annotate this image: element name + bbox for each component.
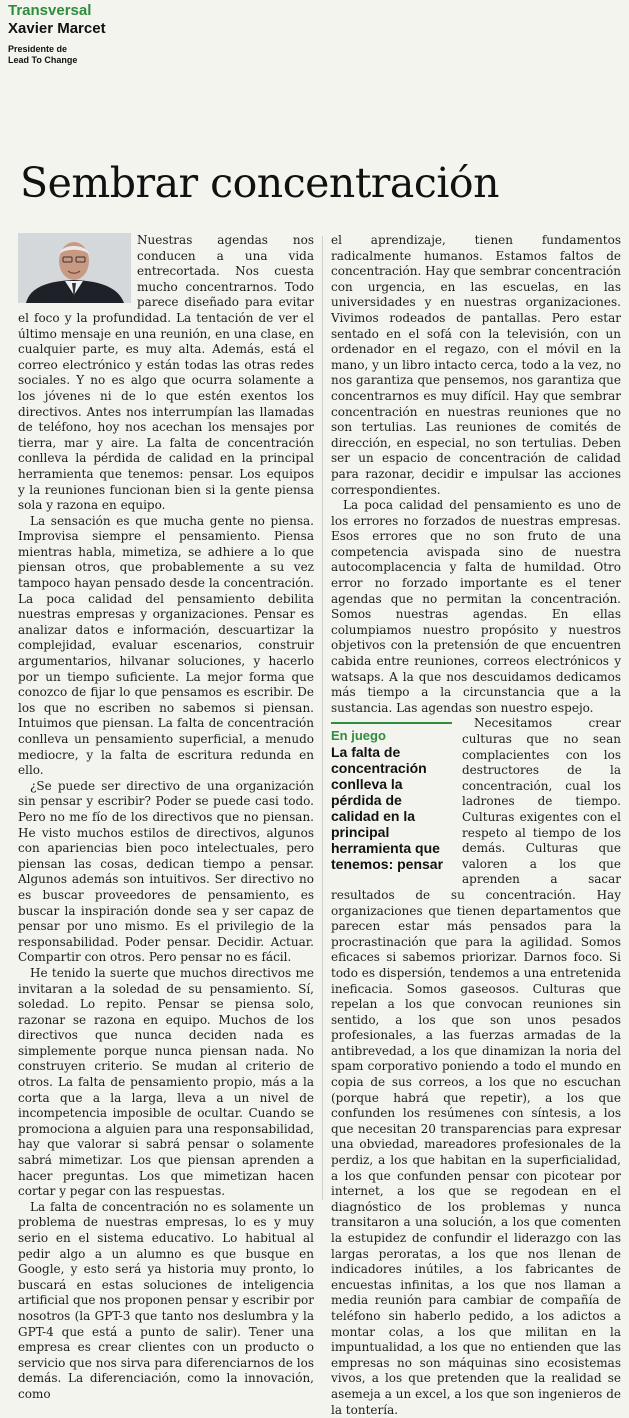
paragraph: He tenido la suerte que muchos directivos me invitaran a la soledad de su pensamiento. Sí, soledad. Lo repito. Pensar se piensa solo, razonar se razona en equipo. Muchos de los directivos que nunca deciden nada es simplemente porque nunca piensan nada. No construyen criterio. Se mudan al criterio de otros. La falta de pensamiento propio, más a la corta que a la larga, lleva a un nivel de incompetencia imposible de ocultar. Cuando se promociona a alguien para una responsabilidad, hay que valorar si sabrá pensar o solamente sabrá mimetizar. Los que piensan aprenden a hacer preguntas. Los que mimetizan hacen cortar y pegar con las respuestas. xyxy=(18,965,314,1199)
pullquote-label: En juego xyxy=(331,728,386,744)
pullquote xyxy=(331,722,452,872)
author-role-line-2: Lead To Change xyxy=(8,55,78,65)
article-column-left xyxy=(18,233,314,1401)
paragraph: ¿Se puede ser directivo de una organización sin pensar y escribir? Poder se puede casi todo. Pero no me fío de los directivos que no piensan. He visto muchos estilos de directivos, algunos con apariencias bien poco intelectuales, pero piensan las cosas, dedican tiempo a pensar. Algunos además son intuitivos. Ser directivo no es buscar proveedores de pensamiento, es buscar la inspiración donde sea y ser capaz de pensar por uno mismo. Es el privilegio de la responsabilidad. Poder pensar. Decidir. Actuar. Compartir con otros. Pero pensar no es fácil. xyxy=(18,778,314,965)
author-portrait-icon xyxy=(18,233,131,303)
article-title: Sembrar concentración xyxy=(20,159,500,207)
author-name: Xavier Marcet xyxy=(8,20,106,37)
paragraph: La sensación es que mucha gente no piensa. Improvisa siempre el pensamiento. Piensa mientras habla, mimetiza, se adhiere a lo que piensan otros, que probablemente a su vez tampoco hayan pensado desde la concentración. La poca calidad del pensamiento debilita nuestras empresas y organizaciones. Pensar es analizar datos e información, descuartizar la complejidad, evaluar escenarios, construir argumentarios, hilvanar soluciones, y hacerlo por un tiempo suficiente. La mejor forma que conozco de fijar lo que pensamos es escribir. De los que no escriben no sabemos si piensan. Intuimos que piensan. La falta de concentración conlleva un pensamiento superficial, a menudo mediocre, y la falta de escritura redunda en ello. xyxy=(18,513,314,778)
column-divider xyxy=(322,236,323,1200)
article-column-right xyxy=(331,233,621,1417)
section-label: Transversal xyxy=(8,2,92,19)
article-header xyxy=(8,2,106,66)
author-role-line-1: Presidente de xyxy=(8,44,68,54)
paragraph: La falta de concentración no es solamente un problema de nuestras empresas, lo es y muy serio en el sistema educativo. Lo habitual al pedir algo a un alumno es que busque en Google, y esto será ya historia muy pronto, lo buscará en estas soluciones de inteligencia artificial que nos proponen pensar y escribir por nosotros (la GPT-3 que tanto nos deslumbra y la GPT-4 que está a punto de salir). Tener una empresa es crear clientes con un producto o servicio que nos sirva para diferenciarnos de los demás. La diferenciación, como la innovación, como xyxy=(18,1199,314,1401)
paragraph: La poca calidad del pensamiento es uno de los errores no forzados de nuestras empresas. Esos errores que no son fruto de una competencia avispada sino de nuestra autocomplacencia y falta de humildad. Otro error no forzado importante es el tener agendas que no permitan la concentración. Somos nuestras agendas. En ellas columpiamos nuestro propósito y nuestros objetivos con la pretensión de que encuentren cabida entre reuniones, correos electrónicos y watsaps. A la que nos descuidamos dedicamos más tiempo a la circunstancia que a la sustancia. Las agendas son nuestro espejo. xyxy=(331,498,621,715)
pullquote-text: La falta de concentración conlleva la pérdida de calidad en la principal herramienta que tenemos: pensar xyxy=(331,744,444,873)
paragraph: Nuestras agendas nos conducen a una vida entrecortada. Nos cuesta mucho concentrarnos. Todo parece diseñado para evitar el foco y la profundidad. La tentación de ver el último mensaje en una reunión, en una clase, en cualquier parte, es muy alta. Además, está el correo electrónico y están todas las otras redes sociales. Y no es algo que ocurra solamente a los jóvenes ni de lo que estén exentos los directivos. Antes nos interrumpían las llamadas de teléfono, hoy nos acechan los mensajes por tierra, mar y aire. La falta de concentración conlleva la pérdida de calidad en la principal herramienta que tenemos: pensar. Los equipos y la reuniones funcionan bien si la gente piensa sola y razona en equipo. xyxy=(18,233,314,513)
author-role xyxy=(8,44,106,66)
paragraph: Necesitamos crear culturas que no sean complacientes con los destructores de la concentración, cual los ladrones de tiempo. Culturas exigentes con el respeto al tiempo de los demás. Culturas que valoren a los que aprenden a sacar resultados de su concentración. Hay organizaciones que tienen departamentos que parecen estar más pensados para la procrastinación que para la agilidad. Somos eficaces si sabemos priorizar. Darnos foco. Si todo es dispersión, tendemos a una entretenida ineficacia. Somos gaseosos. Culturas que repelan a los que convocan reuniones sin sentido, a los que son unos pesados profesionales, a las fuerzas armadas de la antibrevedad, a los que dinamizan la noria del spam corporativo poniendo a todo el mundo en copia de sus correos, a los que no escuchan (porque habrá que repetir), a los que confunden los resúmenes con síntesis, a los que necesitan 20 transparencias para expresar una obviedad, mareadores profesionales de la perdiz, a los que habitan en la superficialidad, a los que confunden pensar con picotear por internet, a los que se regodean en el diagnóstico de los problemas y nunca transitaron a una solución, a los que comenten la estupidez de confundir el liderazgo con las largas peroratas, a los que nos llenan de indicadores inútiles, a los fabricantes de encuestas infinitas, a los que nos llaman a media reunión para cambiar de compañía de teléfono sin haberlo pedido, a los adictos a montar colas, a los que militan en la impuntualidad, a los que no entienden que las empresas no son máquinas sino ecosistemas vivos, a los que pretenden que la realidad se asemeja a un excel, a los que son ingenieros de la tontería. xyxy=(331,716,621,1417)
paragraph: el aprendizaje, tienen fundamentos radicalmente humanos. Estamos faltos de concentración. Hay que sembrar concentración con urgencia, en las escuelas, en las universidades y en nuestras organizaciones. Vivimos rodeados de pantallas. Pero estar sentado en el sofá con la televisión, con un ordenador en el regazo, con el móvil en la mano, y un libro intacto cerca, todo a la vez, no nos garantiza que pensemos, nos garantiza que concentrarnos es muy difícil. Hay que sembrar concentración en nuestras reuniones que no son tertulias. Las reuniones de comités de dirección, en especial, no son tertulias. Deben ser un espacio de concentración de calidad para razonar, decidir e impulsar las acciones correspondientes. xyxy=(331,233,621,497)
author-photo xyxy=(18,233,131,303)
